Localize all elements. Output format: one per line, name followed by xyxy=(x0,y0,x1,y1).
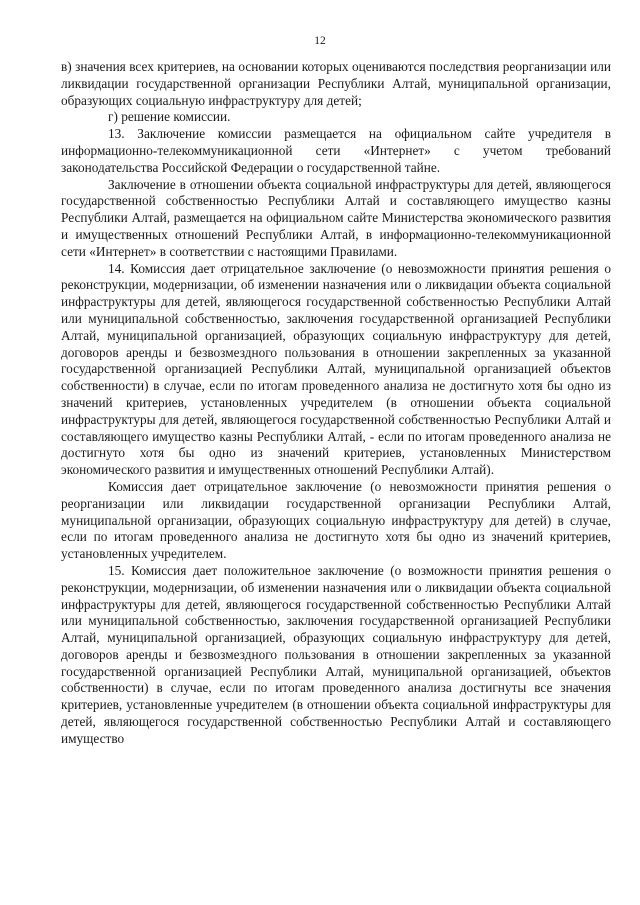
paragraph-commission-decision: г) решение комиссии. xyxy=(108,109,231,125)
paragraph-13-treasury-object: Заключение в отношении объекта социальной инфраструктуры для детей, являющегося государственной собственностью Республики Алтай и составляющего имущество казны Республики Алтай, размещается на официальном сайте Министерства экономического развития и имущественных отношений Республики Алтай, в информационно-телекоммуникационной сети «Интернет» в соответствии с настоящими Правилами. xyxy=(61,176,611,259)
paragraph-15: 15. Комиссия дает положительное заключение (о возможности принятия решения о реконструкции, модернизации, об изменении назначения или о ликвидации объекта социальной инфраструктуры для детей, являющегося государственной собственностью Республики Алтай или муниципальной собственностью, заключения государственной организацией Республики Алтай, муниципальной организацией, образующих социальную инфраструктуру для детей, договоров аренды и безвозмездного пользования в отношении закрепленных за указанной государственной организацией Республики Алтай, муниципальной организацией, объектов собственности) в случае, если по итогам проведенного анализа достигнуты все значения критериев, установленные учредителем (в отношении объекта социальной инфраструктуры для детей, являющегося государственной собственностью Республики Алтай и составляющего имущество xyxy=(61,562,611,746)
page-number: 12 xyxy=(314,35,326,47)
paragraph-13: 13. Заключение комиссии размещается на официальном сайте учредителя в информационно-телекоммуникационной сети «Интернет» с учетом требований законодательства Российской Федерации о государственной тайне. xyxy=(61,126,611,175)
document-body xyxy=(61,59,611,748)
paragraph-14: 14. Комиссия дает отрицательное заключение (о невозможности принятия решения о реконструкции, модернизации, об изменении назначения или о ликвидации объекта социальной инфраструктуры для детей, являющегося государственной собственностью Республики Алтай или муниципальной собственностью, заключения государственной организацией Республики Алтай, муниципальной организацией, образующих социальную инфраструктуру для детей, договоров аренды и безвозмездного пользования в отношении закрепленных за указанной государственной организацией Республики Алтай, муниципальной организацией объектов собственности) в случае, если по итогам проведенного анализа не достигнуто хотя бы одно из значений критериев, установленных учредителем (в отношении объекта социальной инфраструктуры для детей, являющегося государственной собственностью Республики Алтай и составляющего имущество казны Республики Алтай, - если по итогам проведенного анализа не достигнуто хотя бы одно из значений критериев, установленных Министерством экономического развития и имущественных отношений Республики Алтай). xyxy=(61,260,611,478)
paragraph-14-reorganization: Комиссия дает отрицательное заключение (о невозможности принятия решения о реорганизации или ликвидации государственной организации Республики Алтай, муниципальной организации, образующих социальную инфраструктуру для детей) в случае, если по итогам проведенного анализа не достигнуто хотя бы одно из значений критериев, установленных учредителем. xyxy=(61,478,611,562)
paragraph-criteria-values: в) значения всех критериев, на основании которых оцениваются последствия реорганизации или ликвидации государственной организации Республики Алтай, муниципальной организации, образующих социальную инфраструктуру для детей; xyxy=(61,59,611,108)
